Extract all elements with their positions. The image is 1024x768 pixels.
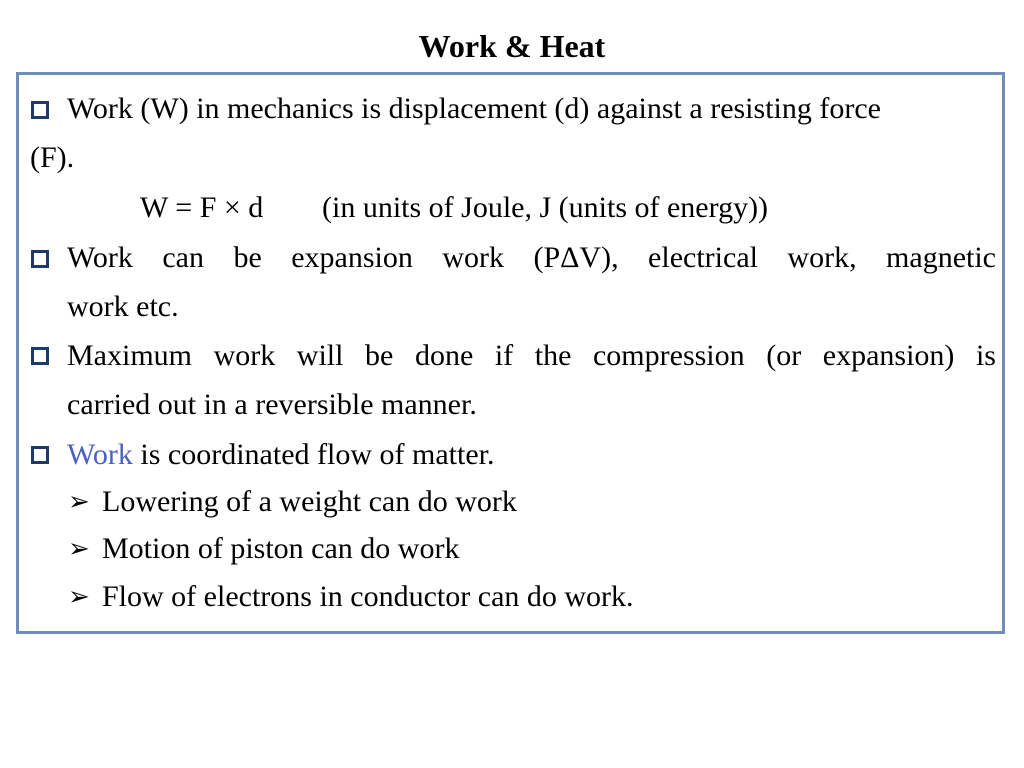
arrow-bullet-icon: ➢ <box>68 582 90 611</box>
formula-note: (in units of Joule, J (units of energy)) <box>322 191 769 224</box>
bullet2-line2: work etc. <box>67 290 179 323</box>
bullet3-line2: carried out in a reversible manner. <box>67 388 477 421</box>
bullet1-line1: Work (W) in mechanics is displacement (d) against a resisting force <box>67 92 881 125</box>
bullet1-line2: (F). <box>30 141 75 174</box>
subitem-3: Flow of electrons in conductor can do work. <box>102 580 634 613</box>
square-bullet-icon <box>31 446 49 464</box>
slide-title: Work & Heat <box>418 28 606 64</box>
bullet3-line1: Maximum work will be done if the compression (or expansion) is <box>67 339 996 372</box>
arrow-bullet-icon: ➢ <box>68 487 90 516</box>
bullet4-rest: is coordinated flow of matter. <box>132 438 495 471</box>
bullet4-line <box>67 435 494 475</box>
arrow-bullet-icon: ➢ <box>68 534 90 563</box>
square-bullet-icon <box>31 347 49 365</box>
formula: W = F × d <box>140 191 264 224</box>
square-bullet-icon <box>31 250 49 268</box>
bullet2-line1: Work can be expansion work (PΔV), electrical work, magnetic <box>67 241 996 274</box>
subitem-2: Motion of piston can do work <box>102 532 460 565</box>
subitem-1: Lowering of a weight can do work <box>102 485 517 518</box>
work-highlight: Work <box>67 438 133 471</box>
square-bullet-icon <box>31 101 49 119</box>
